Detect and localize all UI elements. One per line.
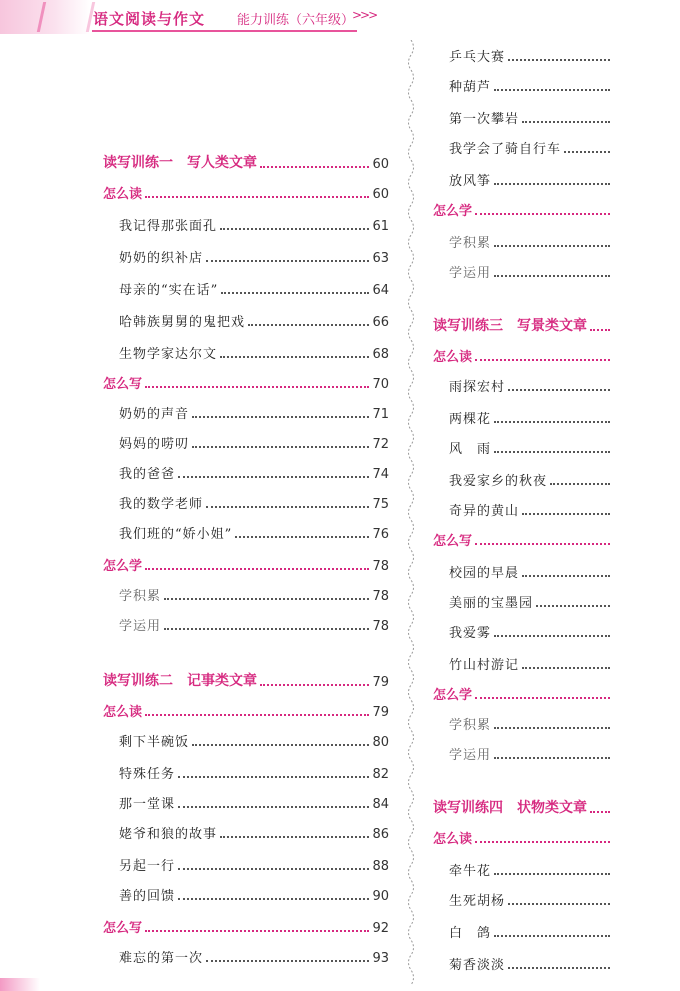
toc-entry[interactable] xyxy=(119,462,389,482)
toc-entry[interactable] xyxy=(449,653,613,673)
toc-page-number: 78 xyxy=(372,589,389,604)
dot-leader xyxy=(590,329,610,331)
toc-category[interactable] xyxy=(433,345,613,365)
toc-entry[interactable] xyxy=(119,402,389,422)
dot-leader xyxy=(260,684,369,686)
toc-entry[interactable] xyxy=(449,407,613,427)
toc-entry[interactable] xyxy=(119,946,389,966)
toc-entry-title: 放风筝 xyxy=(449,174,492,189)
toc-page-number: 72 xyxy=(372,437,389,452)
toc-page-number: 76 xyxy=(372,527,389,542)
dot-leader xyxy=(178,898,369,900)
dot-leader xyxy=(494,451,610,453)
toc-entry[interactable] xyxy=(449,107,613,127)
toc-entry[interactable] xyxy=(449,561,613,581)
dot-leader xyxy=(508,967,610,969)
toc-page-number: 80 xyxy=(372,735,389,750)
toc-page-number: 84 xyxy=(372,797,389,812)
dot-leader xyxy=(522,121,610,123)
dot-leader xyxy=(475,213,610,215)
dot-leader xyxy=(220,228,369,230)
toc-page-number: 79 xyxy=(372,675,389,690)
dot-leader xyxy=(221,292,369,294)
toc-entry-title: 怎么读 xyxy=(103,705,143,720)
toc-entry[interactable] xyxy=(119,762,389,782)
toc-category[interactable] xyxy=(103,700,389,720)
dot-leader xyxy=(145,386,369,388)
toc-entry-title: 怎么读 xyxy=(103,187,143,202)
toc-entry-title: 种葫芦 xyxy=(449,80,492,95)
header-book-graphic xyxy=(37,2,95,32)
dot-leader xyxy=(475,841,610,843)
chevrons-icon: >>> xyxy=(352,8,377,22)
toc-page-number: 68 xyxy=(372,347,389,362)
toc-category[interactable] xyxy=(433,199,613,219)
toc-entry-title: 读写训练一 写人类文章 xyxy=(103,155,257,171)
toc-entry-title: 学积累 xyxy=(449,718,492,733)
toc-page-number: 61 xyxy=(372,219,389,234)
dot-leader xyxy=(206,260,369,262)
dot-leader xyxy=(164,598,369,600)
toc-entry[interactable] xyxy=(449,231,613,251)
toc-page-number: 93 xyxy=(372,951,389,966)
toc-entry[interactable] xyxy=(119,584,389,604)
book-subtitle: 能力训练（六年级） xyxy=(237,13,355,28)
column-divider xyxy=(405,40,417,985)
book-title: 语文阅读与作文 xyxy=(93,10,206,28)
toc-entry[interactable] xyxy=(119,792,389,812)
toc-entry-title: 读写训练三 写景类文章 xyxy=(433,318,587,334)
toc-page-number: 78 xyxy=(372,619,389,634)
dot-leader xyxy=(145,714,369,716)
toc-page-number: 71 xyxy=(372,407,389,422)
dot-leader xyxy=(522,513,610,515)
toc-entry-title: 第一次攀岩 xyxy=(449,112,520,127)
toc-entry[interactable] xyxy=(119,854,389,874)
toc-entry[interactable] xyxy=(119,246,389,266)
dot-leader xyxy=(475,359,610,361)
dot-leader xyxy=(508,903,610,905)
toc-entry-title: 我爱雾 xyxy=(449,626,492,641)
toc-entry[interactable] xyxy=(119,822,389,842)
toc-page-number: 90 xyxy=(372,889,389,904)
toc-entry[interactable] xyxy=(449,261,613,281)
toc-entry[interactable] xyxy=(119,492,389,512)
toc-entry[interactable] xyxy=(119,214,389,234)
toc-entry-title: 乒乓大赛 xyxy=(449,50,506,65)
toc-page-number: 75 xyxy=(372,497,389,512)
toc-entry-title: 学积累 xyxy=(449,236,492,251)
toc-page-number: 60 xyxy=(372,187,389,202)
toc-section-heading[interactable] xyxy=(433,315,613,335)
toc-category[interactable] xyxy=(103,372,389,392)
toc-entry-title: 怎么写 xyxy=(103,377,143,392)
toc-entry-title: 奶奶的声音 xyxy=(119,407,190,422)
toc-page-number: 92 xyxy=(372,921,389,936)
toc-entry-title: 美丽的宝墨园 xyxy=(449,596,534,611)
toc-entry-title: 怎么写 xyxy=(433,534,473,549)
toc-entry-title: 两棵花 xyxy=(449,412,492,427)
toc-entry[interactable] xyxy=(449,621,613,641)
dot-leader xyxy=(494,275,610,277)
toc-page-number: 86 xyxy=(372,827,389,842)
toc-entry[interactable] xyxy=(119,730,389,750)
toc-entry-title: 白 鸽 xyxy=(449,926,492,941)
dot-leader xyxy=(590,811,610,813)
dot-leader xyxy=(220,836,369,838)
toc-entry[interactable] xyxy=(119,342,389,362)
dot-leader xyxy=(192,446,369,448)
toc-entry-title: 母亲的“实在话” xyxy=(119,283,219,298)
toc-section-heading[interactable] xyxy=(433,797,613,817)
toc-entry-title: 我的数学老师 xyxy=(119,497,204,512)
dot-leader xyxy=(522,667,610,669)
toc-entry-title: 奇异的黄山 xyxy=(449,504,520,519)
toc-entry-title: 怎么写 xyxy=(103,921,143,936)
toc-entry-title: 妈妈的唠叨 xyxy=(119,437,190,452)
toc-entry-title: 剩下半碗饭 xyxy=(119,735,190,750)
toc-entry[interactable] xyxy=(449,437,613,457)
toc-entry-title: 生死胡杨 xyxy=(449,894,506,909)
toc-entry[interactable] xyxy=(119,278,389,298)
toc-category[interactable] xyxy=(433,529,613,549)
dot-leader xyxy=(494,421,610,423)
toc-entry-title: 学运用 xyxy=(449,748,492,763)
toc-entry[interactable] xyxy=(119,884,389,904)
toc-entry-title: 怎么学 xyxy=(433,204,473,219)
toc-page-number: 63 xyxy=(372,251,389,266)
dot-leader xyxy=(145,196,369,198)
header-underline xyxy=(92,30,357,32)
dot-leader xyxy=(494,873,610,875)
toc-page-number: 70 xyxy=(372,377,389,392)
toc-entry-title: 学积累 xyxy=(119,589,162,604)
toc-category[interactable] xyxy=(433,827,613,847)
toc-entry[interactable] xyxy=(449,713,613,733)
toc-entry-title: 菊香淡淡 xyxy=(449,958,506,973)
dot-leader xyxy=(178,476,369,478)
dot-leader xyxy=(220,356,369,358)
toc-entry-title: 雨探宏村 xyxy=(449,380,506,395)
toc-category[interactable] xyxy=(103,916,389,936)
dot-leader xyxy=(178,776,369,778)
dot-leader xyxy=(475,697,610,699)
toc-entry-title: 我们班的“娇小姐” xyxy=(119,527,233,542)
dot-leader xyxy=(564,151,610,153)
page-header xyxy=(0,0,680,34)
dot-leader xyxy=(508,59,610,61)
toc-entry-title: 牵牛花 xyxy=(449,864,492,879)
toc-entry-title: 姥爷和狼的故事 xyxy=(119,827,218,842)
toc-entry-title: 我的爸爸 xyxy=(119,467,176,482)
toc-section-heading[interactable] xyxy=(103,152,389,172)
toc-category[interactable] xyxy=(103,182,389,202)
dot-leader xyxy=(494,183,610,185)
toc-page-number: 79 xyxy=(372,705,389,720)
dot-leader xyxy=(178,868,369,870)
toc-page-number: 82 xyxy=(372,767,389,782)
toc-entry-title: 竹山村游记 xyxy=(449,658,520,673)
dot-leader xyxy=(475,543,610,545)
toc-entry-title: 怎么学 xyxy=(433,688,473,703)
dot-leader xyxy=(522,575,610,577)
toc-entry-title: 难忘的第一次 xyxy=(119,951,204,966)
toc-entry-title: 怎么学 xyxy=(103,559,143,574)
toc-entry[interactable] xyxy=(449,591,613,611)
dot-leader xyxy=(192,416,369,418)
toc-entry-title: 怎么读 xyxy=(433,832,473,847)
toc-entry-title: 我学会了骑自行车 xyxy=(449,142,562,157)
toc-entry-title: 我记得那张面孔 xyxy=(119,219,218,234)
toc-entry-title: 我爱家乡的秋夜 xyxy=(449,474,548,489)
toc-entry[interactable] xyxy=(449,743,613,763)
toc-page-number: 64 xyxy=(372,283,389,298)
toc-entry-title: 奶奶的织补店 xyxy=(119,251,204,266)
dot-leader xyxy=(494,89,610,91)
toc-entry-title: 学运用 xyxy=(449,266,492,281)
toc-entry[interactable] xyxy=(449,921,613,941)
dot-leader xyxy=(494,727,610,729)
toc-entry-title: 读写训练二 记事类文章 xyxy=(103,673,257,689)
toc-entry-title: 学运用 xyxy=(119,619,162,634)
toc-entry-title: 善的回馈 xyxy=(119,889,176,904)
toc-entry[interactable] xyxy=(119,522,389,542)
toc-category[interactable] xyxy=(103,554,389,574)
toc-entry-title: 那一堂课 xyxy=(119,797,176,812)
toc-entry[interactable] xyxy=(449,953,613,973)
dot-leader xyxy=(550,483,610,485)
toc-entry[interactable] xyxy=(449,499,613,519)
dot-leader xyxy=(206,506,369,508)
dot-leader xyxy=(494,757,610,759)
toc-entry[interactable] xyxy=(449,75,613,95)
toc-category[interactable] xyxy=(433,683,613,703)
toc-page-number: 60 xyxy=(372,157,389,172)
toc-entry[interactable] xyxy=(449,137,613,157)
toc-entry-title: 读写训练四 状物类文章 xyxy=(433,800,587,816)
toc-entry-title: 特殊任务 xyxy=(119,767,176,782)
dot-leader xyxy=(494,935,610,937)
toc-entry[interactable] xyxy=(119,614,389,634)
toc-entry[interactable] xyxy=(449,45,613,65)
toc-entry-title: 哈韩族舅舅的鬼把戏 xyxy=(119,315,246,330)
toc-entry[interactable] xyxy=(449,859,613,879)
toc-entry-title: 风 雨 xyxy=(449,442,492,457)
dot-leader xyxy=(206,960,369,962)
dot-leader xyxy=(145,568,369,570)
toc-entry[interactable] xyxy=(449,889,613,909)
dot-leader xyxy=(260,166,369,168)
dot-leader xyxy=(494,245,610,247)
dot-leader xyxy=(508,389,610,391)
toc-entry[interactable] xyxy=(449,469,613,489)
dot-leader xyxy=(145,930,369,932)
dot-leader xyxy=(248,324,369,326)
toc-entry-title: 另起一行 xyxy=(119,859,176,874)
toc-page-number: 88 xyxy=(372,859,389,874)
dot-leader xyxy=(164,628,369,630)
toc-entry[interactable] xyxy=(119,432,389,452)
dot-leader xyxy=(494,635,610,637)
page-corner-decoration xyxy=(0,978,40,991)
toc-entry-title: 生物学家达尔文 xyxy=(119,347,218,362)
toc-entry[interactable] xyxy=(119,310,389,330)
toc-page-number: 66 xyxy=(372,315,389,330)
toc-section-heading[interactable] xyxy=(103,670,389,690)
toc-entry[interactable] xyxy=(449,169,613,189)
toc-page-number: 78 xyxy=(372,559,389,574)
dot-leader xyxy=(192,744,369,746)
dot-leader xyxy=(536,605,610,607)
toc-page-number: 74 xyxy=(372,467,389,482)
toc-entry-title: 校园的早晨 xyxy=(449,566,520,581)
dot-leader xyxy=(178,806,369,808)
dot-leader xyxy=(235,536,369,538)
toc-entry-title: 怎么读 xyxy=(433,350,473,365)
toc-entry[interactable] xyxy=(449,375,613,395)
